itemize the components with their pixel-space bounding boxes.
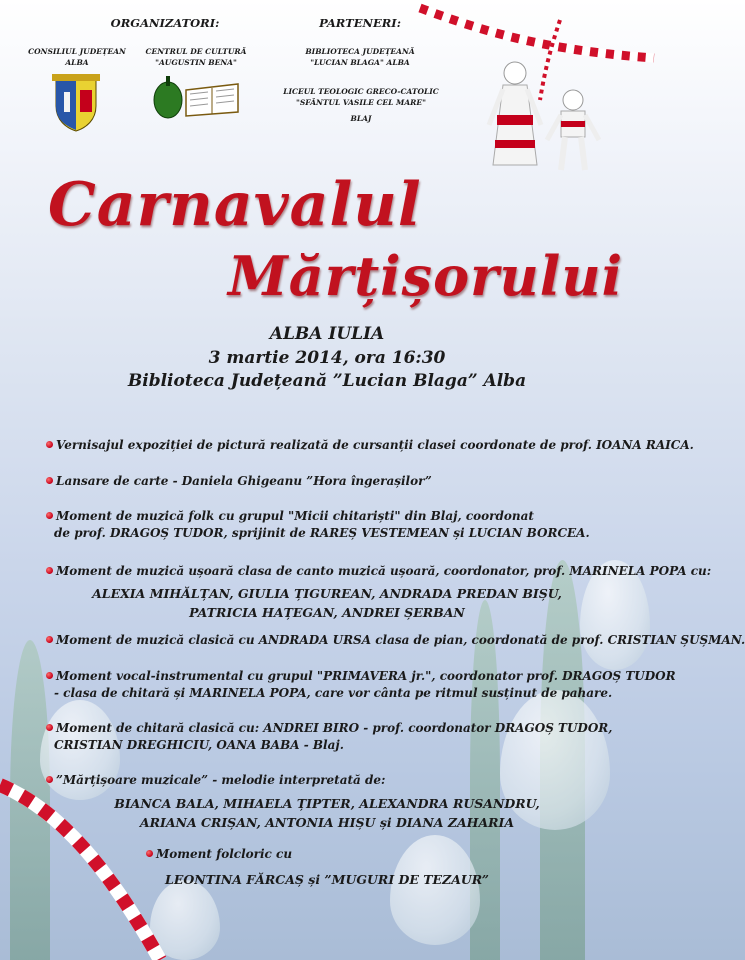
bullet-icon	[46, 636, 53, 643]
program-item-8: ”Mărțișoare muzicale” - melodie interpretată de:	[46, 772, 385, 789]
title-line-1: Carnavalul	[48, 170, 422, 240]
organizers-heading: ORGANIZATORI:	[110, 16, 220, 30]
snowdrop-flower	[390, 835, 480, 945]
bullet-icon	[46, 512, 53, 519]
martisor-dolls-icon	[475, 55, 615, 175]
organizer-centrul: CENTRUL DE CULTURĂ "AUGUSTIN BENA"	[145, 47, 247, 67]
program-item-4-names-2: PATRICIA HAȚEGAN, ANDREI ȘERBAN	[189, 605, 465, 620]
bullet-icon	[46, 441, 53, 448]
event-venue: Biblioteca Județeană ”Lucian Blaga” Alba	[127, 371, 527, 391]
program-item-7: Moment de chitară clasică cu: ANDREI BIRO - prof. coordonator DRAGOȘ TUDOR, CRISTIAN DREGHICIU, OANA BABA - Blaj.	[46, 720, 612, 754]
program-item-5: Moment de muzică clasică cu ANDRADA URSA clasa de pian, coordonată de prof. CRISTIAN ȘUȘMAN.	[46, 632, 745, 649]
partner-biblioteca: BIBLIOTECA JUDEȚEANĂ "LUCIAN BLAGA" ALBA	[305, 47, 415, 67]
title-line-2: Mărțișorului	[228, 244, 624, 308]
program-item-8-names-2: ARIANA CRIȘAN, ANTONIA HIȘU și DIANA ZAHARIA	[139, 815, 515, 830]
partner-liceul: LICEUL TEOLOGIC GRECO-CATOLIC "SFÂNTUL VASILE CEL MARE" BLAJ	[283, 87, 439, 123]
program-item-1: Vernisajul expoziției de pictură realizată de cursanții clasei coordonate de prof. IOANA RAICA.	[46, 437, 694, 454]
partners-heading: PARTENERI:	[319, 16, 401, 30]
bullet-icon	[46, 724, 53, 731]
bullet-icon	[46, 672, 53, 679]
program-item-8-names-1: BIANCA BALA, MIHAELA ȚIPTER, ALEXANDRA RUSANDRU,	[114, 796, 540, 811]
event-datetime: 3 martie 2014, ora 16:30	[208, 348, 446, 368]
bullet-icon	[46, 567, 53, 574]
program-item-3: Moment de muzică folk cu grupul "Micii chitariști" din Blaj, coordonat de prof. DRAGOȘ TUDOR, sprijinit de RAREȘ VESTEMEAN și LUCIAN BORCEA.	[46, 508, 590, 542]
bullet-icon	[46, 477, 53, 484]
event-city: ALBA IULIA	[269, 324, 385, 344]
program-item-4: Moment de muzică ușoară clasa de canto muzică ușoară, coordonator, prof. MARINELA POPA cu:	[46, 563, 711, 580]
program-item-9-names: LEONTINA FĂRCAȘ și ”MUGURI DE TEZAUR”	[165, 872, 489, 887]
coat-of-arms-icon	[52, 74, 100, 132]
program-item-9: Moment folcloric cu	[146, 846, 292, 863]
bullet-icon	[46, 776, 53, 783]
organizer-consiliul: CONSILIUL JUDEȚEAN ALBA	[28, 47, 126, 67]
program-item-2: Lansare de carte - Daniela Ghigeanu ”Hora îngerașilor”	[46, 473, 432, 490]
program-item-4-names-1: ALEXIA MIHĂLȚAN, GIULIA ȚIGUREAN, ANDRADA PREDAN BIȘU,	[92, 586, 562, 601]
bullet-icon	[146, 850, 153, 857]
program-item-6: Moment vocal-instrumental cu grupul "PRIMAVERA jr.", coordonator prof. DRAGOȘ TUDOR - clasa de chitară și MARINELA POPA, care vor cânta pe ritmul susținut de pahare.	[46, 668, 676, 702]
violin-book-icon	[146, 76, 242, 124]
